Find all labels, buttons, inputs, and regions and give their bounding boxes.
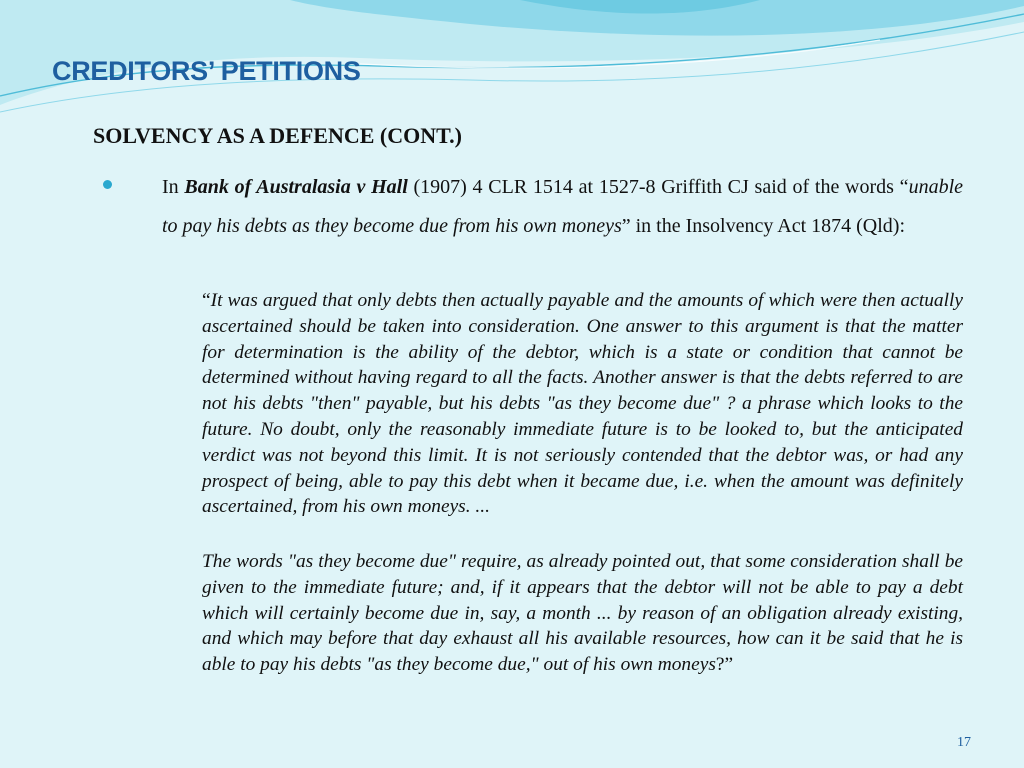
- quote-paragraph-2: [202, 549, 963, 678]
- quote-close-mark: ?”: [715, 654, 734, 676]
- case-citation: (1907) 4 CLR 1514 at 1527-8 Griffith CJ said of the words “: [407, 176, 909, 198]
- bullet-intro: In: [162, 176, 185, 198]
- quote-open-mark: “: [202, 290, 211, 311]
- quote-paragraph-1-text: It was argued that only debts then actually payable and the amounts of which were then actually ascertained should be taken into consideration. One answer to this argument is that the matter for determination is the ability of the debtor, which is a state or condition that cannot be determined without having regard to all the facts. Another answer is that the debts referred to are not his debts "then" payable, but his debts "as they become due" ? a phrase which looks to the future. No doubt, only the reasonably immediate future is to be looked to, but the anticipated verdict was not beyond this limit. It is not seriously contended that the debtor was, or had any prospect of being, able to pay this debt when it became due, i.e. when the amount was definitely ascertained, from his own moneys. ...: [202, 290, 963, 518]
- page-number: 17: [957, 735, 971, 750]
- quoted-words: unable to pay his debts as they become due from his own moneys: [162, 176, 963, 237]
- slide-subtitle: SOLVENCY AS A DEFENCE (CONT.): [93, 123, 462, 148]
- bullet-paragraph: [162, 168, 963, 246]
- slide-title: CREDITORS’ PETITIONS: [52, 56, 361, 86]
- quote-paragraph-2-text: The words "as they become due" require, as already pointed out, that some consideration shall be given to the immediate future; and, if it appears that the debtor will not be able to pay a debt which will certainly become due in, say, a month ... by reason of an obligation already existing, and which may before that day exhaust all his available resources, how can it be said that he is able to pay his debts "as they become due," out of his own moneys: [202, 551, 963, 676]
- bullet-icon: [103, 180, 112, 189]
- quote-paragraph-1: [202, 288, 963, 520]
- act-reference: ” in the Insolvency Act 1874 (Qld):: [621, 215, 906, 237]
- case-name: Bank of Australasia v Hall: [184, 176, 408, 198]
